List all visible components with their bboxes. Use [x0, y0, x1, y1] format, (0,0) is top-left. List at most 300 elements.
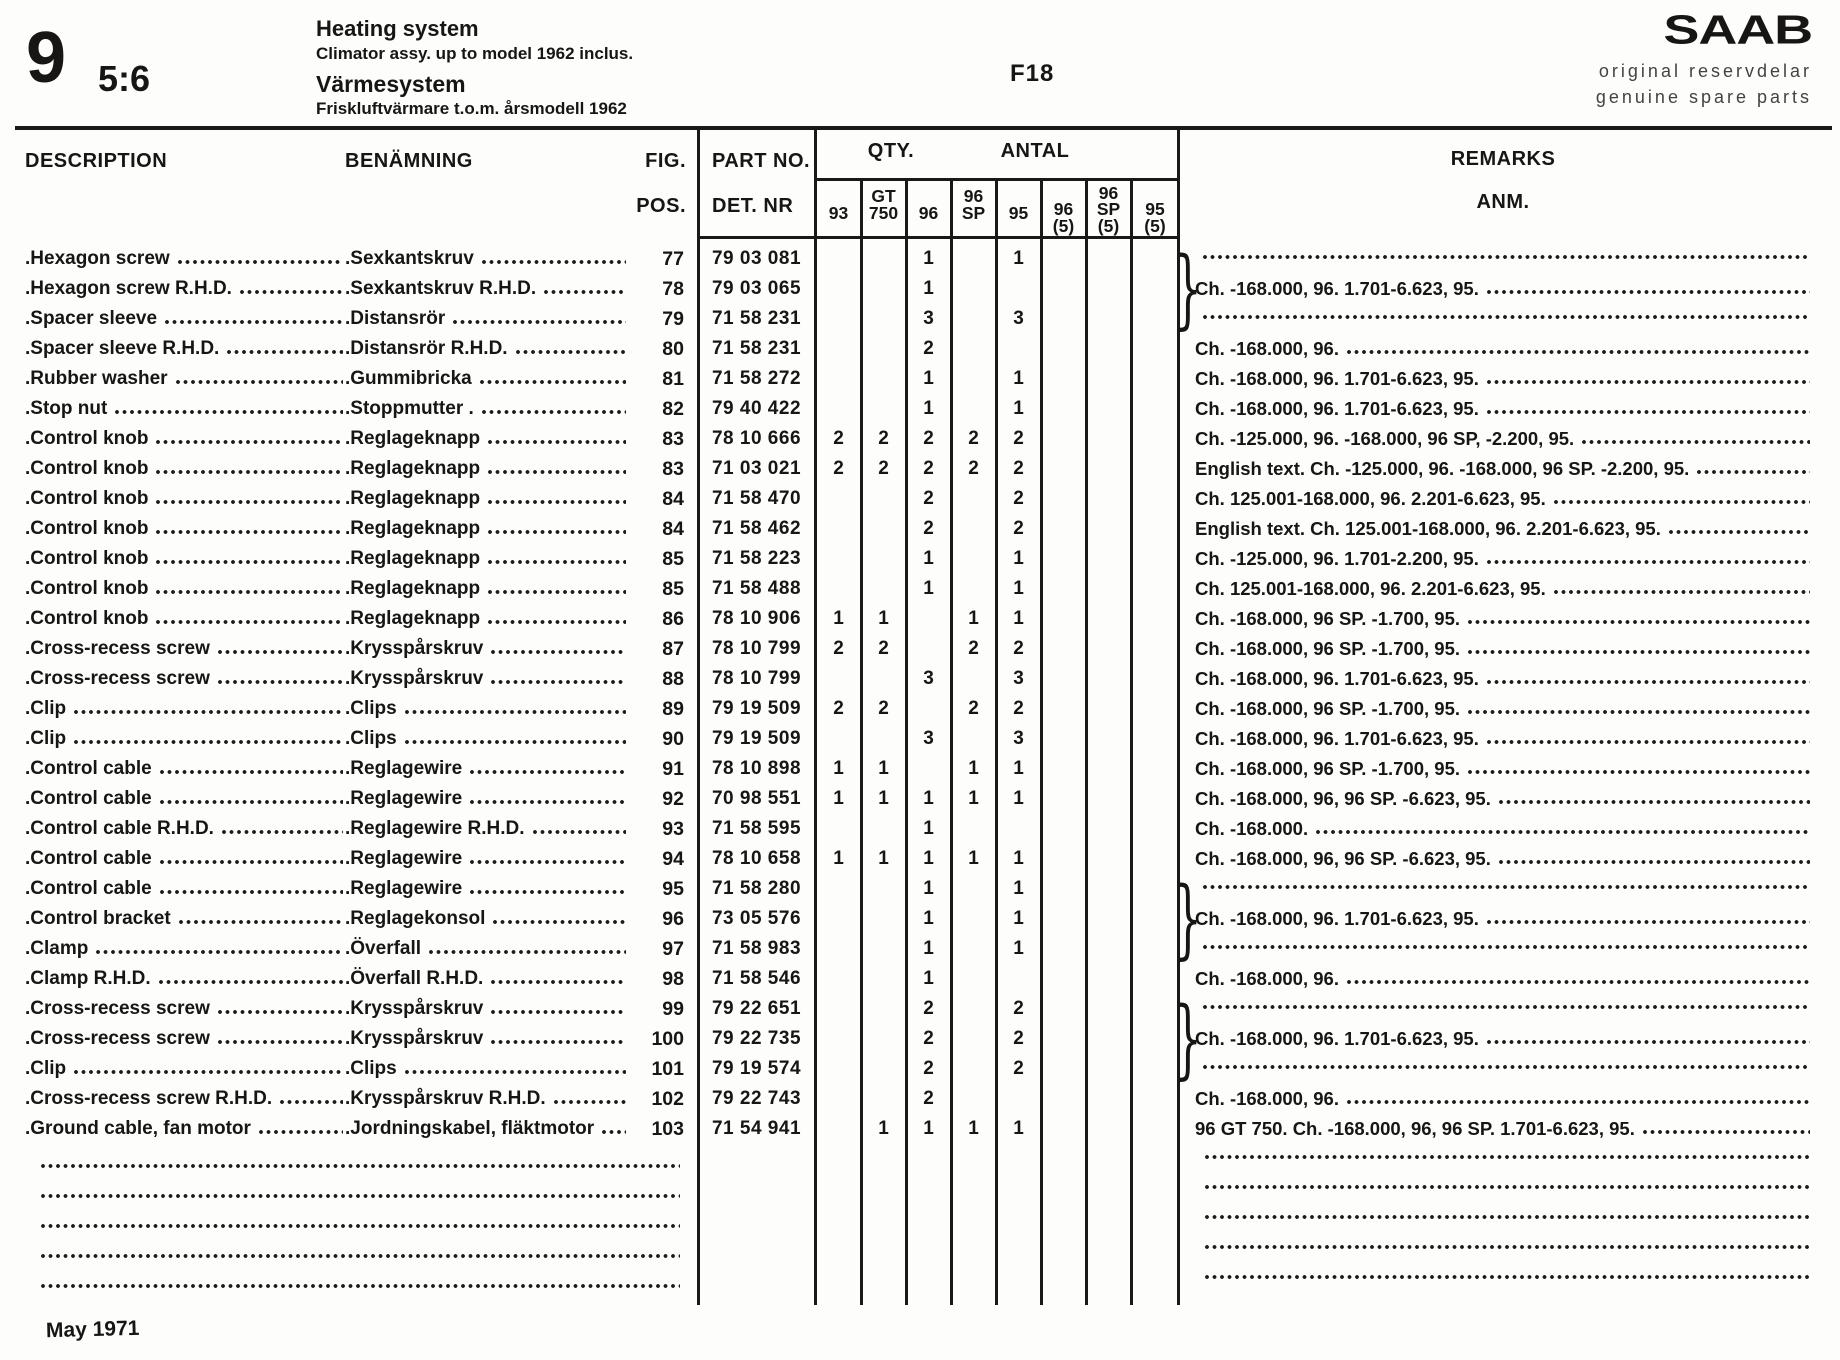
- fig-label: FIG.: [645, 150, 686, 172]
- remark-text: Ch. -125.000, 96. -168.000, 96 SP, -2.200, 95.: [1195, 428, 1575, 449]
- qty-95: 2: [1013, 428, 1024, 449]
- qty-93: [816, 488, 861, 510]
- cell-remark: [1181, 1244, 1840, 1255]
- cell-part-no: 71 58 280: [711, 878, 802, 899]
- cell-benamning: [345, 1118, 628, 1140]
- qty-95-5: [1131, 1028, 1179, 1050]
- benamning-text: .Reglageknapp: [345, 578, 481, 599]
- cell-benamning: [345, 638, 628, 660]
- qty-96: 2: [923, 518, 934, 539]
- qty-96-5: [1041, 488, 1086, 510]
- qty-column-header-gt-750: GT 750: [868, 186, 899, 223]
- anm-label: ANM.: [1476, 191, 1530, 213]
- qty-96-sp-5: [1086, 488, 1131, 510]
- benamning-text: .Reglageknapp: [345, 548, 481, 569]
- qty-95-5: [1131, 248, 1179, 270]
- dot-leader: [601, 1129, 626, 1135]
- qty-gt-750: [861, 998, 906, 1020]
- cell-remark: [1179, 1004, 1840, 1015]
- brand-tagline-sv: original reservdelar: [1598, 61, 1812, 81]
- qty-96: 1: [923, 788, 934, 809]
- cell-part-no: 78 10 799: [711, 638, 802, 659]
- dot-leader: [479, 379, 626, 385]
- description-text: .Clip: [25, 728, 67, 749]
- dot-leader: [1202, 314, 1810, 320]
- description-text: .Control bracket: [25, 908, 171, 929]
- dot-leader: [155, 439, 343, 445]
- cell-benamning: [345, 578, 628, 600]
- table-row: [0, 274, 1840, 304]
- remark-text: Ch. -168.000, 96 SP. -1.700, 95.: [1195, 638, 1460, 659]
- qty-96-5: [1041, 848, 1086, 870]
- qty-96-sp: [951, 908, 996, 930]
- table-body: [0, 239, 1840, 1294]
- qty-95-5: [1131, 668, 1179, 690]
- brand-tagline-en: genuine spare parts: [1595, 87, 1812, 107]
- cell-remark: [1181, 1214, 1840, 1225]
- dot-leader: [487, 589, 626, 595]
- qty-96-5: [1041, 728, 1086, 750]
- qty-96-5: [1041, 308, 1086, 330]
- header-bottom-rule: [697, 236, 1180, 239]
- qty-gt-750: [861, 278, 906, 300]
- remark-text: Ch. 125.001-168.000, 96. 2.201-6.623, 95.: [1195, 488, 1546, 509]
- qty-gt-750: [861, 1028, 906, 1050]
- qty-93: [816, 1088, 861, 1110]
- qty-95: 2: [1013, 1028, 1024, 1049]
- qty-95-5: [1131, 878, 1179, 900]
- description-text: .Control cable: [25, 878, 152, 899]
- qty-96-sp: [951, 278, 996, 300]
- cell-remark: [1179, 944, 1840, 955]
- qty-96-5: [1041, 368, 1086, 390]
- cell-fig-pos: 81: [662, 367, 684, 390]
- cell-description: [0, 848, 345, 870]
- cell-benamning: [345, 968, 628, 990]
- cell-description: [0, 308, 345, 330]
- qty-96: 2: [923, 1028, 934, 1049]
- dot-leader: [178, 919, 343, 925]
- cell-remark: [1179, 518, 1840, 540]
- qty-96-sp-5: [1086, 668, 1131, 690]
- cell-qty-group: [816, 758, 1179, 780]
- qty-96-sp-5: [1086, 368, 1131, 390]
- cell-remark: [1179, 428, 1840, 450]
- remark-text: Ch. -168.000, 96 SP. -1.700, 95.: [1195, 608, 1460, 629]
- qty-96: 1: [923, 398, 934, 419]
- cell-fig-pos: 96: [662, 907, 684, 930]
- cell-part-no: 71 58 231: [711, 338, 802, 359]
- empty-table-row: [0, 1174, 1840, 1204]
- qty-95: 1: [1013, 878, 1024, 899]
- subtitle-english: Climator assy. up to model 1962 inclus.: [316, 44, 634, 63]
- benamning-text: .Reglagewire R.H.D.: [345, 818, 525, 839]
- dot-leader: [159, 889, 343, 895]
- cell-benamning: [345, 758, 628, 780]
- cell-fig-pos: 83: [662, 457, 684, 480]
- column-header-part-no: [712, 150, 810, 218]
- qty-96-5: [1041, 1088, 1086, 1110]
- cell-fig-pos: 99: [662, 997, 684, 1020]
- benamning-text: .Krysspårskruv: [345, 638, 484, 659]
- dot-leader: [159, 769, 343, 775]
- qty-93: [816, 938, 861, 960]
- table-row: [0, 244, 1840, 274]
- qty-96-sp: [951, 518, 996, 540]
- qty-95-5: [1131, 338, 1179, 360]
- qty-95: [996, 1088, 1041, 1110]
- dot-leader: [469, 769, 626, 775]
- dot-leader: [1553, 589, 1810, 595]
- qty-96: 1: [923, 578, 934, 599]
- qty-96-sp-5: [1086, 848, 1131, 870]
- qty-gt-750: [861, 488, 906, 510]
- dot-leader: [1204, 1244, 1810, 1250]
- benamning-text: .Reglagekonsol: [345, 908, 486, 929]
- cell-qty-group: [816, 818, 1179, 840]
- dot-leader: [1204, 1214, 1810, 1220]
- dot-leader: [1202, 884, 1810, 890]
- dot-leader: [1498, 799, 1810, 805]
- qty-93: 1: [833, 608, 844, 629]
- qty-96: 1: [923, 818, 934, 839]
- dot-leader: [175, 379, 343, 385]
- dot-leader: [481, 259, 626, 265]
- qty-96: [906, 758, 951, 780]
- cell-remark: [1179, 728, 1840, 750]
- cell-part-no: 78 10 898: [711, 758, 802, 779]
- qty-96: [906, 698, 951, 720]
- dot-leader: [40, 1193, 680, 1199]
- empty-table-row: [0, 1204, 1840, 1234]
- cell-benamning: [345, 848, 628, 870]
- description-text: .Cross-recess screw: [25, 998, 210, 1019]
- remark-text: Ch. -125.000, 96. 1.701-2.200, 95.: [1195, 548, 1479, 569]
- qty-96: [906, 638, 951, 660]
- qty-95: [996, 338, 1041, 360]
- qty-95: 3: [1013, 728, 1024, 749]
- qty-96-sp: [951, 368, 996, 390]
- qty-96-sp-5: [1086, 1028, 1131, 1050]
- qty-95: 2: [1013, 638, 1024, 659]
- cell-description: [0, 338, 345, 360]
- cell-qty-group: [816, 578, 1179, 600]
- dot-leader: [490, 979, 626, 985]
- cell-remark: [1179, 254, 1840, 265]
- qty-95: 2: [1013, 998, 1024, 1019]
- qty-93: [816, 1118, 861, 1140]
- qty-95-5: [1131, 1088, 1179, 1110]
- qty-96-sp: [951, 308, 996, 330]
- dot-leader: [404, 1069, 626, 1075]
- dot-leader: [1202, 254, 1810, 260]
- description-text: .Ground cable, fan motor: [25, 1118, 251, 1139]
- dot-leader: [1581, 439, 1810, 445]
- qty-gt-750: [861, 368, 906, 390]
- qty-96-sp: [951, 968, 996, 990]
- cell-description: [0, 878, 345, 900]
- description-text: .Control knob: [25, 458, 149, 479]
- qty-gt-750: [861, 938, 906, 960]
- dot-leader: [159, 859, 343, 865]
- remark-group-brace: }: [1174, 989, 1202, 1089]
- cell-description: [0, 1118, 345, 1140]
- qty-93: [816, 878, 861, 900]
- qty-gt-750: [861, 818, 906, 840]
- cell-qty-group: [816, 968, 1179, 990]
- dot-leader: [114, 409, 343, 415]
- benamning-text: .Reglagewire: [345, 848, 463, 869]
- qty-96-5: [1041, 998, 1086, 1020]
- cell-part-no: 71 58 470: [711, 488, 802, 509]
- cell-description: [0, 818, 345, 840]
- cell-remark: [1179, 818, 1840, 840]
- dot-leader: [1486, 739, 1810, 745]
- qty-96-sp: [951, 248, 996, 270]
- cell-description: [0, 968, 345, 990]
- cell-part-no: 79 40 422: [711, 398, 802, 419]
- qty-93: 1: [833, 758, 844, 779]
- dot-leader: [469, 799, 626, 805]
- section-number: 9: [26, 18, 65, 98]
- qty-gt-750: [861, 398, 906, 420]
- dot-leader: [1467, 769, 1810, 775]
- table-row: [0, 1114, 1840, 1144]
- qty-93: 2: [833, 428, 844, 449]
- qty-95: 1: [1013, 938, 1024, 959]
- table-row: [0, 844, 1840, 874]
- cell-qty-group: [816, 608, 1179, 630]
- benamning-text: .Överfall: [345, 938, 422, 959]
- qty-93: 2: [833, 698, 844, 719]
- qty-column-header-93: 93: [828, 202, 849, 223]
- dot-leader: [1486, 559, 1810, 565]
- table-row: [0, 1084, 1840, 1114]
- cell-fig-pos: 86: [662, 607, 684, 630]
- qty-gt-750: [861, 728, 906, 750]
- dot-leader: [226, 349, 343, 355]
- qty-gt-750: [861, 968, 906, 990]
- qty-95: 2: [1013, 1058, 1024, 1079]
- top-rule: [15, 126, 1832, 130]
- qty-96-5: [1041, 548, 1086, 570]
- dot-leader: [155, 619, 343, 625]
- dot-leader: [164, 319, 343, 325]
- dot-leader: [487, 559, 626, 565]
- benamning-text: .Reglageknapp: [345, 608, 481, 629]
- cell-part-no: 78 10 666: [711, 428, 802, 449]
- dot-leader: [40, 1163, 680, 1169]
- table-row: [0, 484, 1840, 514]
- cell-benamning: [345, 698, 628, 720]
- qty-93: [816, 368, 861, 390]
- qty-96-sp-5: [1086, 308, 1131, 330]
- description-text: .Cross-recess screw: [25, 1028, 210, 1049]
- qty-95-5: [1131, 458, 1179, 480]
- cell-description: [0, 248, 345, 270]
- table-row: [0, 1054, 1840, 1084]
- cell-qty-group: [816, 848, 1179, 870]
- qty-column-header-96-sp-5: 96 SP (5): [1096, 182, 1121, 236]
- benamning-text: .Krysspårskruv: [345, 668, 484, 689]
- cell-benamning: [345, 1058, 628, 1080]
- qty-95-5: [1131, 758, 1179, 780]
- qty-93: [816, 548, 861, 570]
- cell-qty-group: [816, 548, 1179, 570]
- section-page-ref: 5:6: [98, 58, 151, 99]
- cell-part-no: 71 58 546: [711, 968, 802, 989]
- figure-reference: F18: [1010, 60, 1055, 87]
- dot-leader: [155, 589, 343, 595]
- qty-gt-750: [861, 1088, 906, 1110]
- dot-leader: [515, 349, 626, 355]
- table-row: [0, 724, 1840, 754]
- qty-96-sp: [951, 878, 996, 900]
- benamning-text: .Reglageknapp: [345, 518, 481, 539]
- cell-qty-group: [816, 488, 1179, 510]
- qty-96-5: [1041, 698, 1086, 720]
- cell-part-no: 79 19 509: [711, 728, 802, 749]
- cell-description: [0, 548, 345, 570]
- column-header-remarks: [1193, 148, 1813, 214]
- qty-95-5: [1131, 1118, 1179, 1140]
- qty-96: 1: [923, 908, 934, 929]
- benamning-text: .Clips: [345, 1058, 397, 1079]
- qty-96-sp: [951, 578, 996, 600]
- remark-text: Ch. -168.000, 96. 1.701-6.623, 95.: [1195, 728, 1479, 749]
- remark-text: Ch. -168.000, 96.: [1195, 968, 1339, 989]
- qty-95: 1: [1013, 398, 1024, 419]
- qty-95: 1: [1013, 788, 1024, 809]
- qty-95-5: [1131, 998, 1179, 1020]
- footer-date: May 1971: [45, 1316, 140, 1343]
- qty-95: 1: [1013, 758, 1024, 779]
- cell-qty-group: [816, 908, 1179, 930]
- qty-95-5: [1131, 518, 1179, 540]
- qty-column-header-96: 96: [918, 202, 939, 223]
- cell-qty-group: [816, 938, 1179, 960]
- qty-95: 2: [1013, 518, 1024, 539]
- benamning-text: .Krysspårskruv: [345, 998, 484, 1019]
- cell-qty-group: [816, 788, 1179, 810]
- qty-93: 1: [833, 788, 844, 809]
- qty-96-5: [1041, 278, 1086, 300]
- cell-description: [0, 608, 345, 630]
- qty-96: [906, 608, 951, 630]
- table-row: [0, 604, 1840, 634]
- cell-fig-pos: 78: [662, 277, 684, 300]
- benamning-text: .Överfall R.H.D.: [345, 968, 484, 989]
- cell-part-no: 73 05 576: [711, 908, 802, 929]
- qty-96-sp: 2: [968, 638, 979, 659]
- dot-leader: [1486, 919, 1810, 925]
- brand-block: [1595, 6, 1812, 110]
- qty-96-5: [1041, 608, 1086, 630]
- table-row: [0, 874, 1840, 904]
- remark-group-brace: }: [1174, 869, 1202, 969]
- qty-93: 2: [833, 638, 844, 659]
- cell-benamning: [345, 308, 628, 330]
- dot-leader: [1498, 859, 1810, 865]
- benamning-text: .Reglagewire: [345, 758, 463, 779]
- qty-gt-750: 1: [878, 758, 889, 779]
- table-row: [0, 574, 1840, 604]
- qty-96: 1: [923, 848, 934, 869]
- description-text: .Clip: [25, 1058, 67, 1079]
- dot-leader: [487, 439, 626, 445]
- qty-96-5: [1041, 428, 1086, 450]
- description-text: .Control cable: [25, 848, 152, 869]
- cell-remark: [1181, 1274, 1840, 1285]
- cell-part-no: 71 58 462: [711, 518, 802, 539]
- dot-leader: [1696, 469, 1810, 475]
- cell-description: [0, 638, 345, 660]
- qty-96-sp: [951, 818, 996, 840]
- dot-leader: [543, 289, 626, 295]
- qty-95-5: [1131, 908, 1179, 930]
- qty-96-sp: [951, 1088, 996, 1110]
- qty-96: 1: [923, 878, 934, 899]
- qty-96-5: [1041, 1118, 1086, 1140]
- cell-benamning: [345, 518, 628, 540]
- table-row: [0, 304, 1840, 334]
- qty-96: 1: [923, 968, 934, 989]
- cell-qty-group: [816, 1058, 1179, 1080]
- qty-93: [816, 818, 861, 840]
- cell-benamning: [345, 668, 628, 690]
- dot-leader: [469, 859, 626, 865]
- remark-group-brace: }: [1174, 239, 1202, 339]
- qty-96-5: [1041, 908, 1086, 930]
- qty-96-sp: [951, 488, 996, 510]
- cell-remark: [1179, 398, 1840, 420]
- qty-96: 1: [923, 548, 934, 569]
- table-row: [0, 424, 1840, 454]
- qty-gt-750: [861, 248, 906, 270]
- cell-fig-pos: 89: [662, 697, 684, 720]
- qty-gt-750: [861, 338, 906, 360]
- qty-96-sp: [951, 1028, 996, 1050]
- description-text: .Hexagon screw: [25, 248, 170, 269]
- qty-93: [816, 518, 861, 540]
- cell-qty-group: [816, 458, 1179, 480]
- qty-95-5: [1131, 698, 1179, 720]
- qty-column-header-96-5: 96 (5): [1052, 199, 1075, 236]
- qty-93: [816, 578, 861, 600]
- qty-96: 2: [923, 338, 934, 359]
- qty-93: [816, 908, 861, 930]
- cell-benamning: [345, 728, 628, 750]
- cell-benamning: [345, 1028, 628, 1050]
- qty-column-header-95: 95: [1008, 202, 1029, 223]
- dot-leader: [1642, 1129, 1810, 1135]
- cell-remark: [1179, 848, 1840, 870]
- cell-benamning: [345, 248, 628, 270]
- cell-fig-pos: 90: [662, 727, 684, 750]
- table-row: [0, 814, 1840, 844]
- qty-95-5: [1131, 578, 1179, 600]
- qty-96-sp-5: [1086, 608, 1131, 630]
- cell-remark: [1179, 638, 1840, 660]
- description-text: .Spacer sleeve R.H.D.: [25, 338, 220, 359]
- cell-benamning: [345, 908, 628, 930]
- qty-gt-750: 1: [878, 848, 889, 869]
- dot-leader: [155, 499, 343, 505]
- qty-gt-750: [861, 518, 906, 540]
- cell-benamning: [345, 338, 628, 360]
- cell-qty-group: [816, 728, 1179, 750]
- qty-93: 2: [833, 458, 844, 479]
